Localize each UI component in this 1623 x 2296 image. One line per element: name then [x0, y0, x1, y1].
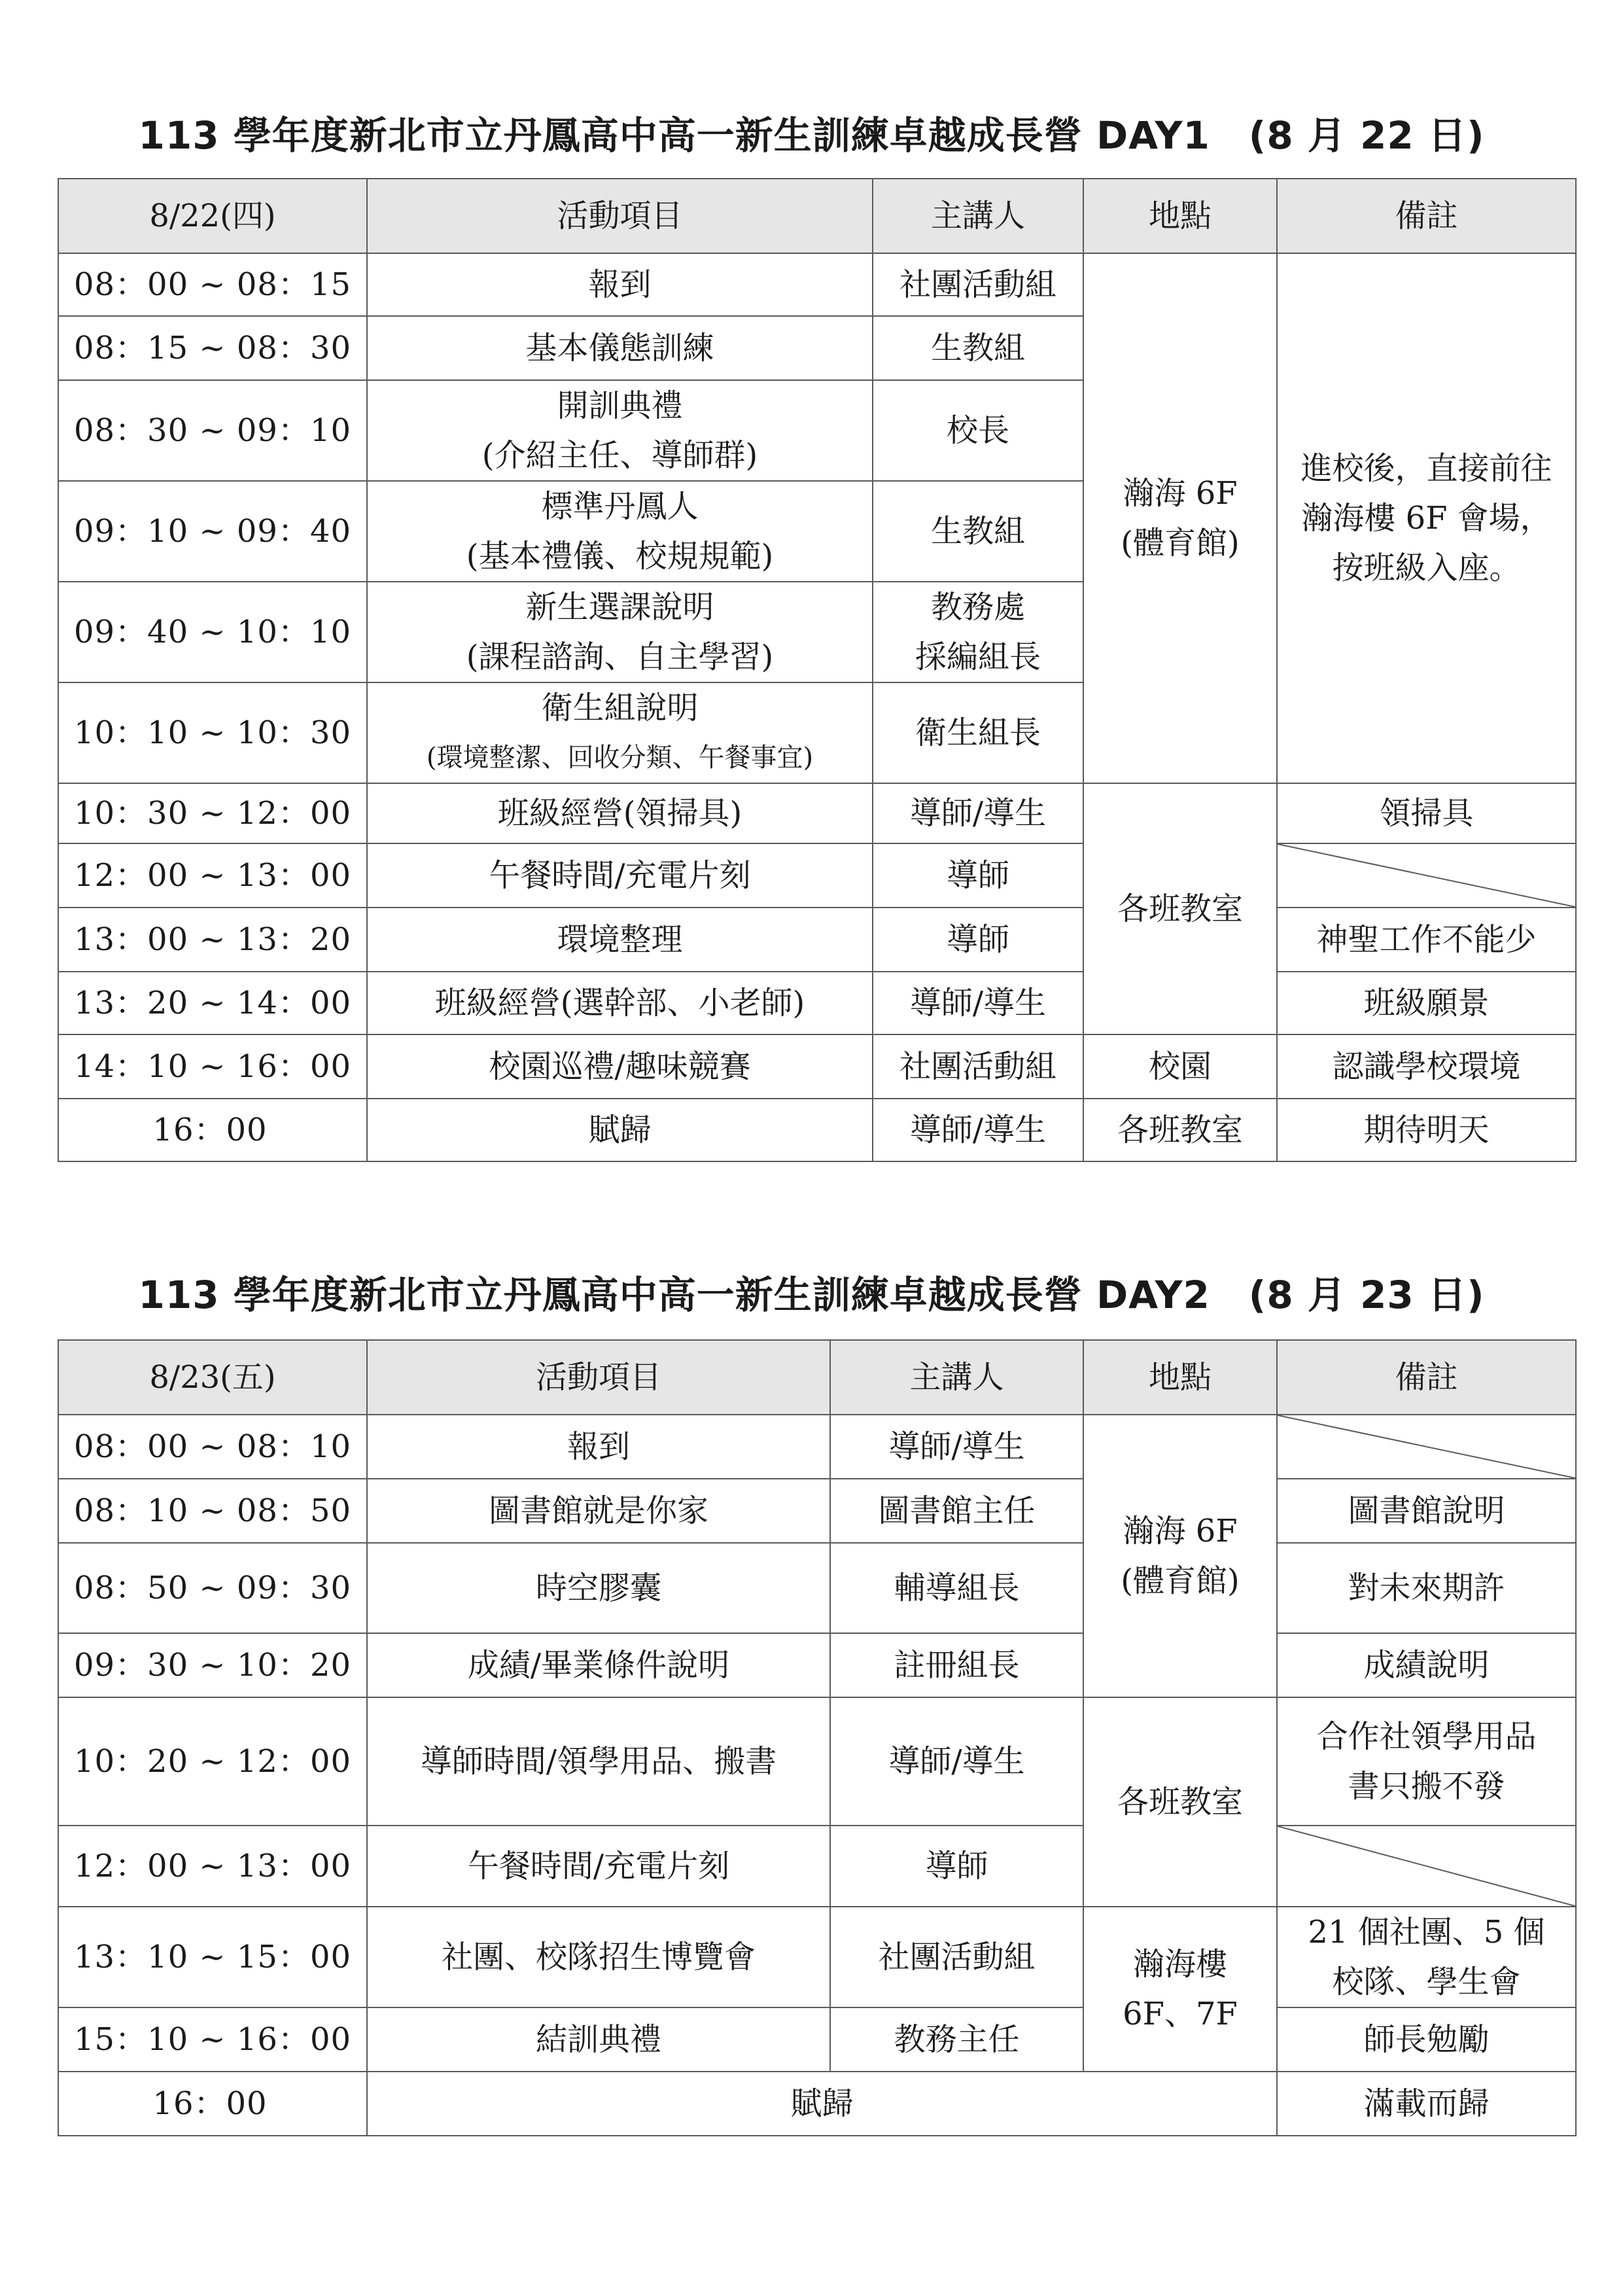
day2-title: 113 學年度新北市立丹鳳高中高一新生訓練卓越成長營 DAY2 (8 月 23 日) [138, 1273, 1485, 1317]
location-cell: 各班教室 [1083, 1697, 1277, 1907]
table-row [58, 1697, 1576, 1826]
note-line: 瀚海樓 6F 會場， [1301, 500, 1552, 537]
note-line: 合作社領學用品 [1316, 1718, 1537, 1755]
time-cell: 09：30 ~ 10：20 [58, 1633, 367, 1697]
location-cell [1083, 1907, 1277, 2072]
time-cell: 08：50 ~ 09：30 [58, 1543, 367, 1633]
activity-cell: 午餐時間/充電片刻 [367, 843, 873, 908]
diagonal-line [1278, 1415, 1575, 1478]
time-cell: 16：00 [58, 1099, 367, 1161]
location-line: 瀚海樓 [1132, 1946, 1227, 1983]
location-line: 6F、7F [1123, 1996, 1238, 2032]
time-cell: 08：00 ~ 08：10 [58, 1415, 367, 1479]
time-cell: 10：20 ~ 12：00 [58, 1697, 367, 1826]
notes-cell [1277, 1697, 1576, 1826]
activity-line: 標準丹鳳人 [541, 488, 699, 525]
speaker-cell: 衛生組長 [873, 682, 1083, 783]
table-row [58, 2007, 1576, 2072]
day1-schedule-table [58, 178, 1577, 1162]
time-cell: 10：30 ~ 12：00 [58, 783, 367, 843]
notes-cell: 圖書館說明 [1277, 1479, 1576, 1543]
note-line: 進校後，直接前往 [1300, 450, 1552, 487]
speaker-line: 採編組長 [915, 639, 1041, 675]
activity-cell [367, 582, 873, 682]
location-line: 瀚海 6F [1123, 1513, 1238, 1549]
activity-cell: 時空膠囊 [367, 1543, 830, 1633]
activity-cell: 環境整理 [367, 908, 873, 972]
notes-cell-empty [1277, 1415, 1576, 1479]
table-row [58, 2072, 1576, 2136]
time-cell: 12：00 ~ 13：00 [58, 843, 367, 908]
notes-cell: 對未來期許 [1277, 1543, 1576, 1633]
activity-cell: 結訓典禮 [367, 2007, 830, 2072]
activity-cell: 賦歸 [367, 2072, 1277, 2136]
speaker-cell: 社團活動組 [830, 1907, 1083, 2007]
location-cell: 校園 [1083, 1034, 1277, 1099]
table-row [58, 843, 1576, 908]
activity-cell: 班級經營(領掃具) [367, 783, 873, 843]
time-cell: 10：10 ~ 10：30 [58, 682, 367, 783]
activity-cell: 報到 [367, 253, 873, 316]
speaker-cell: 導師/導生 [873, 783, 1083, 843]
activity-cell [367, 380, 873, 481]
activity-line: 衛生組說明 [541, 690, 699, 726]
table-row [58, 972, 1576, 1034]
diagonal-line [1278, 844, 1575, 907]
table-row [58, 1479, 1576, 1543]
speaker-cell: 導師/導生 [873, 1099, 1083, 1161]
day2-schedule-table [58, 1339, 1577, 2136]
speaker-line: 教務處 [930, 589, 1025, 626]
time-cell: 12：00 ~ 13：00 [58, 1826, 367, 1907]
activity-cell: 導師時間/領學用品、搬書 [367, 1697, 830, 1826]
notes-cell: 神聖工作不能少 [1277, 908, 1576, 972]
activity-cell: 基本儀態訓練 [367, 316, 873, 380]
speaker-cell: 導師 [873, 843, 1083, 908]
notes-cell: 領掃具 [1277, 783, 1576, 843]
header-notes: 備註 [1277, 179, 1576, 253]
activity-cell: 報到 [367, 1415, 830, 1479]
activity-cell: 賦歸 [367, 1099, 873, 1161]
time-cell: 13：10 ~ 15：00 [58, 1907, 367, 2007]
table-row [58, 1034, 1576, 1099]
speaker-cell: 導師/導生 [830, 1415, 1083, 1479]
table-row [58, 783, 1576, 843]
time-cell: 13：20 ~ 14：00 [58, 972, 367, 1034]
header-location: 地點 [1083, 1340, 1277, 1415]
diagonal-line [1278, 1826, 1575, 1906]
speaker-cell: 導師/導生 [830, 1697, 1083, 1826]
time-cell: 08：15 ~ 08：30 [58, 316, 367, 380]
location-cell: 各班教室 [1083, 1099, 1277, 1161]
table-header-row [58, 1340, 1576, 1415]
activity-cell: 班級經營(選幹部、小老師) [367, 972, 873, 1034]
header-location: 地點 [1083, 179, 1277, 253]
location-cell: 各班教室 [1083, 783, 1277, 1034]
activity-cell [367, 481, 873, 582]
speaker-cell: 輔導組長 [830, 1543, 1083, 1633]
time-cell: 09：10 ~ 09：40 [58, 481, 367, 582]
speaker-cell: 導師 [830, 1826, 1083, 1907]
speaker-cell: 生教組 [873, 481, 1083, 582]
note-line: 按班級入座。 [1332, 550, 1521, 586]
location-line: 瀚海 6F [1123, 475, 1238, 512]
header-date: 8/23(五) [58, 1340, 367, 1415]
header-notes: 備註 [1277, 1340, 1576, 1415]
speaker-cell: 註冊組長 [830, 1633, 1083, 1697]
day1-title: 113 學年度新北市立丹鳳高中高一新生訓練卓越成長營 DAY1 (8 月 22 日) [138, 113, 1485, 158]
speaker-cell: 教務主任 [830, 2007, 1083, 2072]
activity-line: 開訓典禮 [557, 387, 683, 424]
speaker-cell: 生教組 [873, 316, 1083, 380]
time-cell: 08：30 ~ 09：10 [58, 380, 367, 481]
table-row [58, 1415, 1576, 1479]
activity-cell: 校園巡禮/趣味競賽 [367, 1034, 873, 1099]
time-cell: 15：10 ~ 16：00 [58, 2007, 367, 2072]
activity-cell [367, 682, 873, 783]
speaker-cell: 社團活動組 [873, 1034, 1083, 1099]
header-activity: 活動項目 [367, 179, 873, 253]
activity-line: (介紹主任、導師群) [481, 437, 758, 474]
activity-line: (課程諮詢、自主學習) [466, 639, 774, 675]
notes-cell-empty [1277, 1826, 1576, 1907]
activity-line: (環境整潔、回收分類、午餐事宜) [426, 743, 814, 773]
table-row [58, 1907, 1576, 2007]
table-row [58, 1633, 1576, 1697]
notes-cell [1277, 253, 1576, 783]
speaker-cell: 圖書館主任 [830, 1479, 1083, 1543]
notes-cell: 滿載而歸 [1277, 2072, 1576, 2136]
speaker-cell: 社團活動組 [873, 253, 1083, 316]
location-cell [1083, 253, 1277, 783]
time-cell: 14：10 ~ 16：00 [58, 1034, 367, 1099]
notes-cell: 認識學校環境 [1277, 1034, 1576, 1099]
activity-line: 新生選課說明 [525, 589, 714, 626]
activity-cell: 社團、校隊招生博覽會 [367, 1907, 830, 2007]
table-row [58, 1826, 1576, 1907]
time-cell: 08：10 ~ 08：50 [58, 1479, 367, 1543]
header-speaker: 主講人 [830, 1340, 1083, 1415]
time-cell: 16：00 [58, 2072, 367, 2136]
note-line: 校隊、學生會 [1332, 1964, 1521, 2000]
location-cell [1083, 1415, 1277, 1697]
table-row [58, 1099, 1576, 1161]
table-row [58, 253, 1576, 316]
table-header-row [58, 179, 1576, 253]
table-row [58, 908, 1576, 972]
activity-cell: 圖書館就是你家 [367, 1479, 830, 1543]
time-cell: 09：40 ~ 10：10 [58, 582, 367, 682]
header-speaker: 主講人 [873, 179, 1083, 253]
activity-cell: 午餐時間/充電片刻 [367, 1826, 830, 1907]
location-line: (體育館) [1121, 525, 1240, 561]
header-activity: 活動項目 [367, 1340, 830, 1415]
notes-cell: 期待明天 [1277, 1099, 1576, 1161]
note-line: 21 個社團、5 個 [1308, 1914, 1545, 1951]
note-line: 書只搬不發 [1348, 1768, 1505, 1805]
time-cell: 13：00 ~ 13：20 [58, 908, 367, 972]
notes-cell: 班級願景 [1277, 972, 1576, 1034]
notes-cell [1277, 1907, 1576, 2007]
notes-cell-empty [1277, 843, 1576, 908]
location-line: (體育館) [1121, 1563, 1240, 1599]
header-date: 8/22(四) [58, 179, 367, 253]
activity-cell: 成績/畢業條件說明 [367, 1633, 830, 1697]
table-row [58, 1543, 1576, 1633]
notes-cell: 師長勉勵 [1277, 2007, 1576, 2072]
speaker-cell [873, 582, 1083, 682]
time-cell: 08：00 ~ 08：15 [58, 253, 367, 316]
speaker-cell: 導師 [873, 908, 1083, 972]
speaker-cell: 校長 [873, 380, 1083, 481]
activity-line: (基本禮儀、校規規範) [466, 538, 774, 574]
notes-cell: 成績說明 [1277, 1633, 1576, 1697]
speaker-cell: 導師/導生 [873, 972, 1083, 1034]
